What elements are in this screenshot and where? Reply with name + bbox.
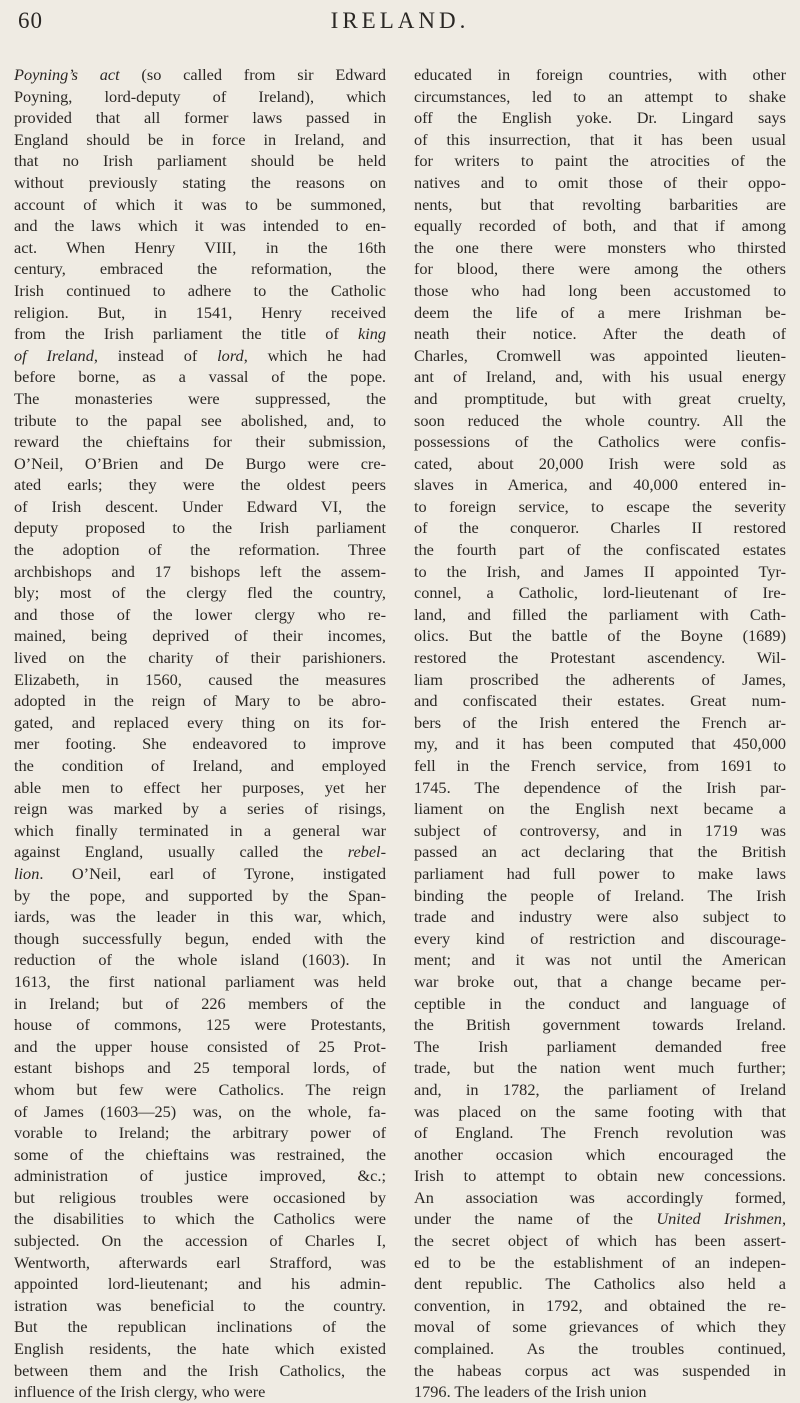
text-line: educated in foreign countries, with other [414, 65, 786, 84]
text-line: possessions of the Catholics were confis- [414, 432, 786, 452]
text-line: reduction of the whole island (1603). In [14, 950, 386, 970]
text-line: cated, about 20,000 Irish were sold as [414, 453, 786, 473]
text-line: every kind of restriction and discourage- [414, 928, 786, 948]
text-line: estant bishops and 25 temporal lords, of [14, 1058, 386, 1078]
text-line: 1613, the first national parliament was held [14, 971, 386, 991]
text-line: off the English yoke. Dr. Lingard says [414, 108, 786, 128]
text-line: lived on the charity of their parishioners. [14, 648, 386, 668]
text-line: An association was accordingly formed, [414, 1187, 786, 1207]
text-line: reward the chieftains for their submission, [14, 432, 386, 452]
text-line: for blood, there were among the others [414, 259, 786, 279]
text-line: neath their notice. After the death of [414, 324, 786, 344]
text-line: my, and it has been computed that 450,000 [414, 734, 786, 754]
text-line: The monasteries were suppressed, the [14, 388, 386, 408]
text-line: dent republic. The Catholics also held a [414, 1274, 786, 1294]
page-number: 60 [18, 8, 43, 33]
text-line: though successfully begun, ended with the [14, 928, 386, 948]
text-line: reign was marked by a series of risings, [14, 799, 386, 819]
text-line: and confiscated their estates. Great num- [414, 691, 786, 711]
text-line: fell in the French service, from 1691 to [414, 756, 786, 775]
text-line: ated earls; they were the oldest peers [14, 475, 386, 495]
text-line: of Irish descent. Under Edward VI, the [14, 496, 386, 516]
text-line: of the conqueror. Charles II restored [414, 518, 786, 538]
text-line: influence of the Irish clergy, who were [14, 1382, 266, 1402]
text-line: natives and to omit those of their oppo- [414, 172, 786, 192]
text-line: under the name of the United Irishmen, [414, 1209, 787, 1229]
text-line: account of which it was to be summoned, [14, 194, 386, 214]
text-line: whom but few were Catholics. The reign [14, 1079, 386, 1099]
text-line: adopted in the reign of Mary to be abro- [14, 691, 386, 711]
text-line: liam proscribed the adherents of James, [414, 669, 786, 689]
text-line: which finally terminated in a general war [14, 820, 386, 840]
text-line: iards, was the leader in this war, which, [14, 907, 386, 927]
text-line: without previously stating the reasons on [14, 172, 386, 192]
text-line: house of commons, 125 were Protestants, [14, 1015, 386, 1035]
text-line: ed to be the establishment of an indepen- [414, 1252, 786, 1272]
text-line: deputy proposed to the Irish parliament [14, 518, 386, 538]
text-line: the habeas corpus act was suspended in [414, 1360, 786, 1380]
text-line: century, embraced the reformation, the [14, 259, 386, 279]
text-line: to the Irish, and James II appointed Tyr- [414, 561, 786, 581]
text-line: slaves in America, and 40,000 entered in- [414, 475, 786, 495]
text-line: England should be in force in Ireland, and [14, 129, 386, 149]
text-line: mained, being deprived of their incomes, [14, 626, 386, 646]
text-line: archbishops and 17 bishops left the assem- [14, 561, 386, 581]
text-line: able men to effect her purposes, yet her [14, 777, 386, 797]
text-line: trade, but the nation went much further; [414, 1058, 786, 1078]
text-line: and those of the lower clergy who re- [14, 604, 386, 624]
text-line: olics. But the battle of the Boyne (1689) [414, 626, 786, 646]
text-line: of England. The French revolution was [414, 1123, 786, 1143]
text-line: some of the chieftains was restrained, the [14, 1144, 386, 1164]
text-line: and the upper house consisted of 25 Prot- [14, 1036, 386, 1056]
text-line: and, in 1782, the parliament of Ireland [414, 1079, 786, 1099]
text-line: The Irish parliament demanded free [414, 1036, 786, 1056]
left-column [14, 64, 386, 1403]
text-line: before borne, as a vassal of the pope. [14, 367, 386, 387]
text-line: and the laws which it was intended to en- [14, 216, 386, 236]
text-columns [14, 64, 786, 1403]
text-line: 1745. The dependence of the Irish par- [414, 777, 786, 797]
text-line: Irish to attempt to obtain new concessions. [414, 1166, 786, 1186]
text-line: binding the people of Ireland. The Irish [414, 885, 786, 905]
text-line: connel, a Catholic, lord-lieutenant of Ire- [414, 583, 786, 603]
text-line: the one there were monsters who thirsted [414, 237, 786, 257]
text-line: convention, in 1792, and obtained the re- [414, 1295, 786, 1315]
running-title: IRELAND. [330, 8, 470, 33]
running-head [14, 6, 786, 46]
text-line: moval of some grievances of which they [414, 1317, 786, 1337]
text-line: 1796. The leaders of the Irish union [414, 1382, 647, 1402]
text-line: Wentworth, afterwards earl Strafford, was [14, 1252, 386, 1272]
text-line: ceptible in the conduct and language of [414, 993, 786, 1013]
text-line: and promptitude, but with great cruelty, [414, 388, 786, 408]
text-line: O’Neil, O’Brien and De Burgo were cre- [14, 453, 386, 473]
text-line: deem the life of a mere Irishman be- [414, 302, 786, 322]
text-line: another occasion which encouraged the [414, 1144, 786, 1164]
text-line: Irish continued to adhere to the Catholic [14, 280, 386, 300]
text-line: tribute to the papal see abolished, and, to [14, 410, 386, 430]
text-line: bers of the Irish entered the French ar- [414, 712, 786, 732]
text-line: but religious troubles were occasioned by [14, 1187, 386, 1207]
text-line: soon reduced the whole country. All the [414, 410, 786, 430]
text-line: of James (1603—25) was, on the whole, fa- [14, 1101, 386, 1121]
text-line: nents, but that revolting barbarities are [414, 194, 786, 214]
text-line: the adoption of the reformation. Three [14, 540, 386, 560]
text-line: But the republican inclinations of the [14, 1317, 386, 1337]
text-line: bly; most of the clergy fled the country, [14, 583, 386, 603]
text-line: equally recorded of both, and that if among [414, 216, 786, 236]
text-line: parliament had full power to make laws [414, 863, 786, 883]
text-line: subjected. On the accession of Charles I, [14, 1231, 386, 1251]
text-line: in Ireland; but of 226 members of the [14, 993, 386, 1013]
text-line: the fourth part of the confiscated estates [414, 540, 786, 560]
text-line: land, and filled the parliament with Cath- [414, 604, 786, 624]
text-line: circumstances, led to an attempt to shake [414, 86, 786, 106]
text-line: ment; and it was not until the American [414, 950, 786, 970]
text-line: Elizabeth, in 1560, caused the measures [14, 669, 386, 689]
text-line: mer footing. She endeavored to improve [14, 734, 386, 754]
text-line: subject of controversy, and in 1719 was [414, 820, 786, 840]
text-line: lion. O’Neil, earl of Tyrone, instigated [14, 863, 386, 883]
text-line: English residents, the hate which existed [14, 1339, 386, 1359]
text-line: liament on the English next became a [414, 799, 786, 819]
text-line: the secret object of which has been assert- [414, 1231, 786, 1251]
text-line: by the pope, and supported by the Span- [14, 885, 386, 905]
text-line: appointed lord-lieutenant; and his admin- [14, 1274, 386, 1294]
text-line: those who had long been accustomed to [414, 280, 786, 300]
text-line: the disabilities to which the Catholics were [14, 1209, 386, 1229]
text-line: of Ireland, instead of lord, which he had [14, 345, 386, 365]
text-line: complained. As the troubles continued, [414, 1339, 786, 1359]
text-line: for writers to paint the atrocities of the [414, 151, 786, 171]
text-line: that no Irish parliament should be held [14, 151, 386, 171]
text-line: passed an act declaring that the British [414, 842, 786, 862]
text-line: against England, usually called the rebel- [14, 842, 386, 862]
text-line: istration was beneficial to the country. [14, 1295, 386, 1315]
text-line: between them and the Irish Catholics, the [14, 1360, 386, 1380]
text-line: war broke out, that a change became per- [414, 971, 786, 991]
text-line: from the Irish parliament the title of king [14, 324, 386, 344]
text-line: to foreign service, to escape the severity [414, 496, 786, 516]
right-column [414, 64, 786, 1403]
text-line: the condition of Ireland, and employed [14, 756, 386, 775]
text-line: Charles, Cromwell was appointed lieuten- [414, 345, 786, 365]
text-line: of this insurrection, that it has been usual [414, 129, 786, 149]
text-line: Poyning, lord-deputy of Ireland), which [14, 86, 386, 106]
text-line: trade and industry were also subject to [414, 907, 786, 927]
text-line: vorable to Ireland; the arbitrary power of [14, 1123, 386, 1143]
text-line: gated, and replaced every thing on its for- [14, 712, 386, 732]
text-line: restored the Protestant ascendency. Wil- [414, 648, 786, 668]
text-line: act. When Henry VIII, in the 16th [14, 237, 386, 257]
text-line: Poyning’s act (so called from sir Edward [14, 65, 386, 84]
text-line: religion. But, in 1541, Henry received [14, 302, 386, 322]
text-line: was placed on the same footing with that [414, 1101, 786, 1121]
text-line: the British government towards Ireland. [414, 1015, 786, 1035]
text-line: administration of justice improved, &c.; [14, 1166, 386, 1186]
text-line: ant of Ireland, and, with his usual energy [414, 367, 786, 387]
text-line: provided that all former laws passed in [14, 108, 386, 128]
